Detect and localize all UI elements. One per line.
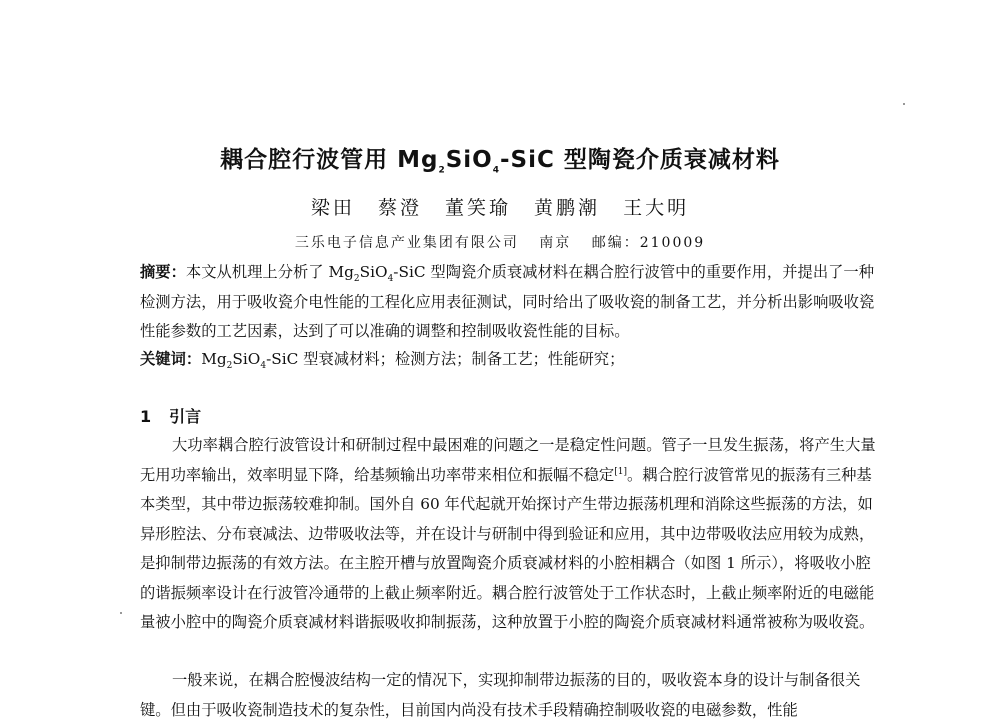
author-list: 梁田 蔡澄 董笑瑜 黄鹏潮 王大明 bbox=[310, 197, 690, 219]
section-number: 1 bbox=[140, 407, 152, 426]
abstract-label: 摘要： bbox=[140, 263, 186, 281]
abstract: 摘要：本文从机理上分析了 $Mg_2SiO_4$-SiC 型陶瓷介质衰减材料在耦合腔行波管中的重要作用，并提出了一种检测方法，用于吸收瓷介电性能的工程化应用表征测试，同时给出了吸收瓷的制备工艺，并分析出影响吸收瓷性能参数的工艺因素，达到了可以准确的调整和控制吸收瓷性能的目标。 bbox=[140, 263, 875, 340]
keywords: 关键词：$Mg_2SiO_4$-SiC 型衰减材料；检测方法；制备工艺；性能研究； bbox=[140, 350, 625, 372]
body-paragraph: 一般来说，在耦合腔慢波结构一定的情况下，实现抑制带边振荡的目的，吸收瓷本身的设计与制备很关键。但由于吸收瓷制造技术的复杂性，目前国内尚没有技术手段精确控制吸收瓷的电磁参数，性能 bbox=[140, 671, 861, 719]
scan-speck bbox=[903, 103, 905, 105]
affiliation: 三乐电子信息产业集团有限公司 南京 邮编：210009 bbox=[294, 235, 706, 251]
scan-speck bbox=[120, 612, 122, 614]
citation-ref: [1] bbox=[614, 466, 627, 477]
keywords-label: 关键词： bbox=[140, 350, 202, 368]
section-title: 引言 bbox=[169, 407, 202, 426]
body-paragraph: 大功率耦合腔行波管设计和研制过程中最困难的问题之一是稳定性问题。管子一旦发生振荡，将产生大量无用功率输出，效率明显下降，给基频输出功率带来相位和振幅不稳定[1]。耦合腔行波管常见的振荡有三种基本类型，其中带边振荡较难抑制。国外自 60 年代起就开始探讨产生带边振荡机理和消除这些振荡的方法，如异形腔法、分布衰减法、边带吸收法等，并在设计与研制中得到验证和应用，其中边带吸收法应用较为成熟，是抑制带边振荡的有效方法。在主腔开槽与放置陶瓷介质衰减材料的小腔相耦合（如图 1 所示），将吸收小腔的谐振频率设计在行波管冷通带的上截止频率附近。耦合腔行波管处于工作状态时，上截止频率附近的电磁能量被小腔中的陶瓷介质衰减材料谐振吸收抑制振荡，这种放置于小腔的陶瓷介质衰减材料通常被称为吸收瓷。 bbox=[140, 436, 876, 631]
paper-title: 耦合腔行波管用 $Mg_2SiO_4$-SiC 型陶瓷介质衰减材料 bbox=[220, 147, 780, 176]
section-heading bbox=[140, 404, 201, 427]
